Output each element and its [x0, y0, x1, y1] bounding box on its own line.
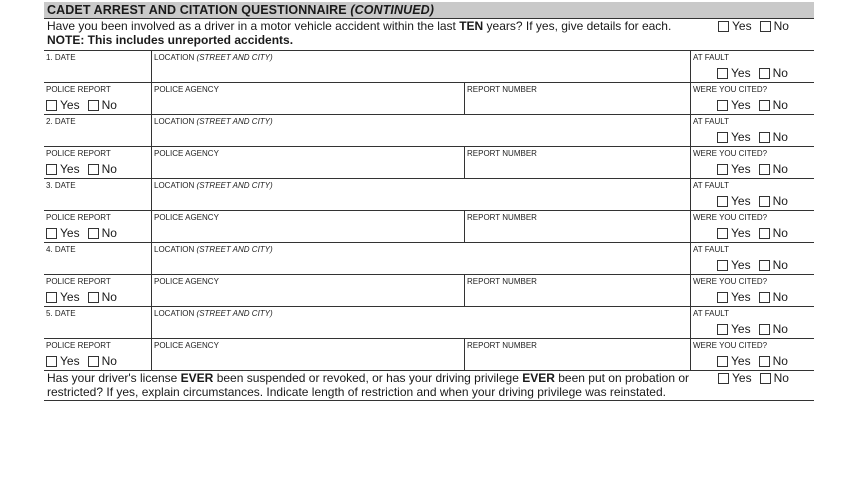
accident-1-mid-rule [44, 82, 814, 83]
accident-number: 2 [46, 117, 51, 126]
license-no-checkbox[interactable] [760, 373, 771, 384]
accident-4-police-report-label: POLICE REPORT [46, 277, 111, 286]
accident-3-date-label [46, 181, 76, 190]
license-question-ever-1: EVER [180, 371, 214, 385]
accident-2-cited-label: WERE YOU CITED? [693, 149, 768, 158]
accident-3-at-fault [717, 194, 788, 208]
accident-1-cited-yes-checkbox[interactable] [717, 100, 728, 111]
accident-3-divider [464, 210, 465, 242]
accident-3-divider [151, 178, 152, 242]
accident-2-report-number-label: REPORT NUMBER [467, 149, 537, 158]
location-label-italic: (STREET AND CITY) [196, 309, 273, 318]
accident-1-divider [690, 50, 691, 114]
accident-5-at-fault [717, 322, 788, 336]
yes-label: Yes [731, 226, 751, 240]
accident-2-police-report-no-checkbox[interactable] [88, 164, 99, 175]
license-question-e: been put on probation or [554, 371, 690, 385]
accident-1-divider [464, 82, 465, 114]
accident-4-at-fault [717, 258, 788, 272]
accident-2-mid-rule [44, 146, 814, 147]
location-label-text: LOCATION [154, 117, 197, 126]
accident-3-police-agency-label: POLICE AGENCY [154, 213, 219, 222]
date-label-text: . DATE [50, 53, 76, 62]
accident-5-at-fault-yes-checkbox[interactable] [717, 324, 728, 335]
accident-4-date-label [46, 245, 76, 254]
accident-4-police-agency-label: POLICE AGENCY [154, 277, 219, 286]
license-question-line2: restricted? If yes, explain circumstances. Indicate length of restriction and when your driving privilege was reinstated. [47, 385, 666, 399]
accident-3-at-fault-no-checkbox[interactable] [759, 196, 770, 207]
no-label: No [772, 66, 788, 80]
location-label-text: LOCATION [154, 181, 197, 190]
accident-3-at-fault-yes-checkbox[interactable] [717, 196, 728, 207]
accident-1-cited-label: WERE YOU CITED? [693, 85, 768, 94]
yes-label: Yes [60, 354, 80, 368]
accident-5-cited [717, 354, 788, 368]
accident-3-police-report-label: POLICE REPORT [46, 213, 111, 222]
no-label: No [772, 194, 788, 208]
accident-3-at-fault-label: AT FAULT [693, 181, 730, 190]
accident-5-police-report-yes-checkbox[interactable] [46, 356, 57, 367]
accident-5-divider [151, 306, 152, 370]
accident-2-police-report-label: POLICE REPORT [46, 149, 111, 158]
accident-2-cited-yes-checkbox[interactable] [717, 164, 728, 175]
no-label: No [101, 162, 117, 176]
accident-1-date-label [46, 53, 76, 62]
accident-3-report-number-label: REPORT NUMBER [467, 213, 537, 222]
accident-note: NOTE: This includes unreported accidents. [47, 33, 294, 47]
license-yes-checkbox[interactable] [718, 373, 729, 384]
accident-1-location-label [154, 53, 273, 62]
accident-number: 3 [46, 181, 51, 190]
license-question-c: been suspended or revoked, or has your driving privilege [213, 371, 523, 385]
accident-4-police-report [46, 290, 117, 304]
no-label: No [772, 130, 788, 144]
accident-2-cited-no-checkbox[interactable] [759, 164, 770, 175]
date-label-text: . DATE [50, 309, 76, 318]
accident-1-cited-no-checkbox[interactable] [759, 100, 770, 111]
accident-2-police-report-yes-checkbox[interactable] [46, 164, 57, 175]
accident-4-divider [151, 242, 152, 306]
accident-1-cited [717, 98, 788, 112]
accident-3-location-label [154, 181, 273, 190]
location-label-text: LOCATION [154, 309, 197, 318]
accident-1-police-agency-label: POLICE AGENCY [154, 85, 219, 94]
accident-4-police-report-yes-checkbox[interactable] [46, 292, 57, 303]
accident-2-divider [151, 114, 152, 178]
accident-2-top-rule [44, 114, 814, 115]
yes-label: Yes [731, 322, 751, 336]
accident-5-police-report-no-checkbox[interactable] [88, 356, 99, 367]
yes-label: Yes [732, 19, 752, 33]
accident-5-location-label [154, 309, 273, 318]
accident-3-police-report-yes-checkbox[interactable] [46, 228, 57, 239]
no-label: No [101, 226, 117, 240]
accident-5-mid-rule [44, 338, 814, 339]
accident-question-text-b: years? If yes, give details for each. [483, 19, 672, 33]
accident-5-at-fault-no-checkbox[interactable] [759, 324, 770, 335]
accident-3-police-report [46, 226, 117, 240]
yes-label: Yes [731, 258, 751, 272]
accident-3-divider [690, 178, 691, 242]
accident-5-divider [464, 338, 465, 370]
yes-label: Yes [60, 226, 80, 240]
accident-4-cited-yes-checkbox[interactable] [717, 292, 728, 303]
accident-2-divider [464, 146, 465, 178]
location-label-italic: (STREET AND CITY) [196, 245, 273, 254]
accident-4-top-rule [44, 242, 814, 243]
accident-3-cited [717, 226, 788, 240]
accident-5-cited-label: WERE YOU CITED? [693, 341, 768, 350]
accident-3-police-report-no-checkbox[interactable] [88, 228, 99, 239]
accident-2-police-report [46, 162, 117, 176]
date-label-text: . DATE [50, 181, 76, 190]
accident-question-yes-checkbox[interactable] [718, 21, 729, 32]
no-label: No [772, 322, 788, 336]
accident-5-at-fault-label: AT FAULT [693, 309, 730, 318]
accident-4-report-number-label: REPORT NUMBER [467, 277, 537, 286]
accident-1-police-report-no-checkbox[interactable] [88, 100, 99, 111]
accident-5-divider [690, 306, 691, 370]
license-question-ever-2: EVER [522, 371, 555, 385]
section-title-continued: (CONTINUED) [350, 3, 435, 17]
license-question-yes-no [718, 371, 789, 385]
accident-5-top-rule [44, 306, 814, 307]
accident-4-cited [717, 290, 788, 304]
accident-question-text-a: Have you been involved as a driver in a motor vehicle accident within the last [47, 19, 460, 33]
accident-number: 1 [46, 53, 51, 62]
no-label: No [772, 162, 788, 176]
accident-1-police-report [46, 98, 117, 112]
accident-1-divider [151, 50, 152, 114]
location-label-italic: (STREET AND CITY) [196, 53, 273, 62]
accident-4-at-fault-yes-checkbox[interactable] [717, 260, 728, 271]
accident-5-cited-no-checkbox[interactable] [759, 356, 770, 367]
yes-label: Yes [60, 162, 80, 176]
accident-number: 4 [46, 245, 51, 254]
accident-5-date-label [46, 309, 76, 318]
accident-2-police-agency-label: POLICE AGENCY [154, 149, 219, 158]
no-label: No [101, 290, 117, 304]
accident-3-top-rule [44, 178, 814, 179]
no-label: No [772, 98, 788, 112]
no-label: No [773, 371, 789, 385]
no-label: No [772, 258, 788, 272]
accident-2-at-fault [717, 130, 788, 144]
accident-5-cited-yes-checkbox[interactable] [717, 356, 728, 367]
license-question [47, 371, 689, 385]
yes-label: Yes [731, 354, 751, 368]
accident-5-police-report [46, 354, 117, 368]
yes-label: Yes [731, 130, 751, 144]
accident-1-at-fault [717, 66, 788, 80]
accident-1-at-fault-no-checkbox[interactable] [759, 68, 770, 79]
accident-4-at-fault-label: AT FAULT [693, 245, 730, 254]
location-label-italic: (STREET AND CITY) [196, 117, 273, 126]
accident-2-divider [690, 114, 691, 178]
section-title-main: CADET ARREST AND CITATION QUESTIONNAIRE [47, 3, 347, 17]
accident-number: 5 [46, 309, 51, 318]
accident-2-location-label [154, 117, 273, 126]
location-label-text: LOCATION [154, 245, 197, 254]
accident-4-at-fault-no-checkbox[interactable] [759, 260, 770, 271]
accident-1-top-rule [44, 50, 814, 51]
accident-3-mid-rule [44, 210, 814, 211]
accident-5-police-agency-label: POLICE AGENCY [154, 341, 219, 350]
yes-label: Yes [60, 98, 80, 112]
yes-label: Yes [731, 162, 751, 176]
accident-4-police-report-no-checkbox[interactable] [88, 292, 99, 303]
accident-1-police-report-label: POLICE REPORT [46, 85, 111, 94]
accident-4-cited-no-checkbox[interactable] [759, 292, 770, 303]
accident-2-cited [717, 162, 788, 176]
accident-5-report-number-label: REPORT NUMBER [467, 341, 537, 350]
accident-4-mid-rule [44, 274, 814, 275]
accident-1-at-fault-yes-checkbox[interactable] [717, 68, 728, 79]
accident-2-at-fault-label: AT FAULT [693, 117, 730, 126]
yes-label: Yes [731, 98, 751, 112]
yes-label: Yes [731, 194, 751, 208]
bottom-rule [44, 400, 814, 401]
no-label: No [772, 226, 788, 240]
date-label-text: . DATE [50, 117, 76, 126]
section-title [47, 3, 434, 17]
accident-4-divider [690, 242, 691, 306]
accident-2-at-fault-no-checkbox[interactable] [759, 132, 770, 143]
accident-2-date-label [46, 117, 76, 126]
license-question-a: Has your driver's license [47, 371, 181, 385]
no-label: No [101, 354, 117, 368]
location-label-italic: (STREET AND CITY) [196, 181, 273, 190]
accident-question-no-checkbox[interactable] [760, 21, 771, 32]
accident-4-cited-label: WERE YOU CITED? [693, 277, 768, 286]
accident-1-at-fault-label: AT FAULT [693, 53, 730, 62]
location-label-text: LOCATION [154, 53, 197, 62]
yes-label: Yes [732, 371, 752, 385]
date-label-text: . DATE [50, 245, 76, 254]
accident-3-cited-no-checkbox[interactable] [759, 228, 770, 239]
accident-5-police-report-label: POLICE REPORT [46, 341, 111, 350]
accident-1-report-number-label: REPORT NUMBER [467, 85, 537, 94]
yes-label: Yes [731, 290, 751, 304]
no-label: No [772, 354, 788, 368]
yes-label: Yes [60, 290, 80, 304]
no-label: No [773, 19, 789, 33]
section-header [44, 2, 814, 19]
accident-3-cited-yes-checkbox[interactable] [717, 228, 728, 239]
yes-label: Yes [731, 66, 751, 80]
accident-3-cited-label: WERE YOU CITED? [693, 213, 768, 222]
no-label: No [101, 98, 117, 112]
accident-4-location-label [154, 245, 273, 254]
no-label: No [772, 290, 788, 304]
accident-question-yes-no [718, 19, 789, 33]
accident-2-at-fault-yes-checkbox[interactable] [717, 132, 728, 143]
accident-1-police-report-yes-checkbox[interactable] [46, 100, 57, 111]
accident-question-ten: TEN [459, 19, 484, 33]
accident-question [47, 19, 671, 33]
accident-4-divider [464, 274, 465, 306]
